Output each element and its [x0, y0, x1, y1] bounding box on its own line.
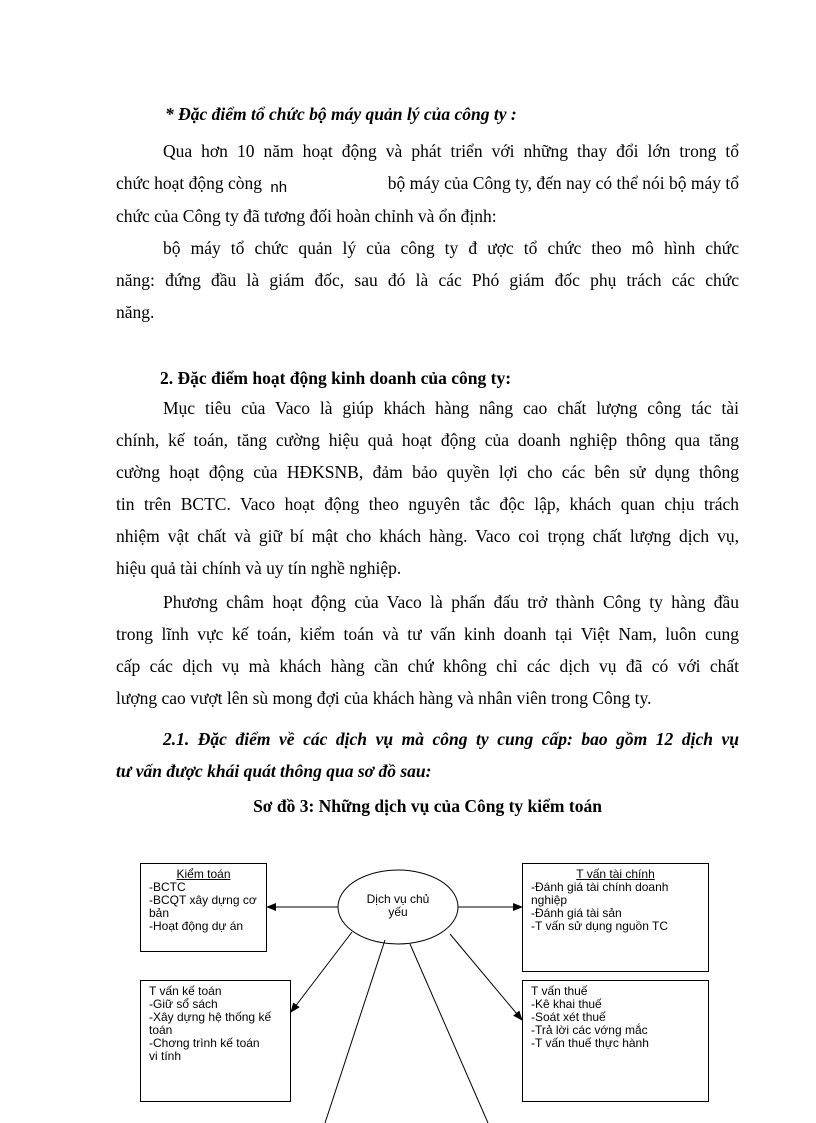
para2-line1: bộ máy tổ chức quản lý của công ty đ ược tổ chức theo mô hình chức [163, 238, 739, 258]
para4-line2: trong lĩnh vực kế toán, kiểm toán và tư vấn kinh doanh tại Việt Nam, luôn cung [116, 624, 739, 644]
box-tax-line: -Soát xét thuế [531, 1010, 606, 1024]
para2-line3: năng. [116, 302, 155, 322]
box-tax-line: T vấn thuế [531, 984, 588, 998]
box-tax-line: -T vấn thuế thực hành [531, 1036, 649, 1050]
para1-line2-fragment: nh [270, 179, 288, 196]
box-tax-line: -Kê khai thuế [531, 997, 602, 1011]
para3-line6: hiệu quả tài chính và uy tín nghề nghiệp. [116, 558, 402, 578]
line-down-left [325, 940, 385, 1123]
box-finance [522, 863, 709, 972]
box-accounting-line: T vấn kế toán [149, 984, 222, 998]
line-down-right [410, 944, 488, 1123]
box-accounting [140, 980, 291, 1102]
center-label-line2: yếu [388, 905, 408, 919]
box-audit-title: Kiểm toán [176, 867, 231, 881]
para1-line2-end: bộ máy của Công ty, đến nay có thể nói bộ máy tổ [387, 173, 739, 193]
box-audit-line: -BCTC [149, 880, 186, 894]
para3-line4: tin trên BCTC. Vaco hoạt động theo nguyên tắc độc lập, khách quan chịu trách [116, 494, 739, 514]
arrow-to-tax [450, 934, 522, 1020]
box-finance-line: -Đánh giá tài sản [531, 906, 622, 920]
para1-line3: chức của Công ty đã tương đối hoàn chỉnh và ổn định: [116, 206, 497, 226]
para1-line1: Qua hơn 10 năm hoạt động và phát triển với những thay đổi lớn trong tổ [163, 141, 739, 161]
box-accounting-line: toán [149, 1023, 173, 1037]
center-label [358, 893, 438, 919]
box-finance-line: -Đánh giá tài chính doanh [531, 880, 669, 894]
box-tax [522, 980, 709, 1102]
para4-line3: cấp các dịch vụ mà khách hàng cần chứ không chỉ các dịch vụ đã có với chất [116, 656, 739, 676]
para4-line1: Phương châm hoạt động của Vaco là phấn đấu trở thành Công ty hàng đầu [163, 592, 739, 612]
para3-line3: cường hoạt động của HĐKSNB, đảm bảo quyền lợi cho các bên sử dụng thông [116, 462, 739, 482]
heading-services-line1: 2.1. Đặc điểm về các dịch vụ mà công ty cung cấp: bao gồm 12 dịch vụ [163, 729, 739, 749]
diagram-title: Sơ đồ 3: Những dịch vụ của Công ty kiểm toán [253, 796, 602, 816]
heading-business-activities: 2. Đặc điểm hoạt động kinh doanh của công ty: [160, 368, 512, 388]
box-finance-line: -T vấn sử dụng nguồn TC [531, 919, 669, 933]
box-finance-line: nghiệp [531, 893, 568, 907]
box-finance-title: T vấn tài chính [576, 867, 655, 881]
para3-line5: nhiệm vật chất và giữ bí mật cho khách hàng. Vaco coi trọng chất lượng dịch vụ, [116, 526, 739, 546]
para3-line2: chính, kế toán, tăng cường hiệu quả hoạt động của doanh nghiệp thông qua tăng [116, 430, 739, 450]
heading-services-line2: tư vấn được khái quát thông qua sơ đồ sau: [116, 761, 432, 781]
para3-line1: Mục tiêu của Vaco là giúp khách hàng nâng cao chất lượng công tác tài [163, 398, 739, 418]
box-accounting-line: -Giữ sổ sách [149, 997, 218, 1011]
box-tax-line: -Trả lời các vớng mắc [531, 1023, 648, 1037]
para2-line2: năng: đứng đầu là giám đốc, sau đó là các Phó giám đốc phụ trách các chức [116, 270, 739, 290]
box-audit-line: -BCQT xây dựng cơ [149, 893, 257, 907]
heading-management-structure: * Đặc điểm tổ chức bộ máy quản lý của công ty : [165, 104, 517, 124]
box-accounting-line: -Xây dựng hệ thống kế [149, 1010, 272, 1024]
box-audit [140, 863, 267, 952]
arrow-to-accounting [291, 932, 352, 1012]
box-accounting-line: vi tính [149, 1049, 182, 1063]
box-accounting-line: -Chơng trình kế toán [149, 1036, 260, 1050]
para4-line4: lượng cao vượt lên sù mong đợi của khách hàng và nhân viên trong Công ty. [116, 688, 652, 708]
box-audit-line: -Hoạt động dự án [149, 919, 244, 933]
center-label-line1: Dịch vụ chủ [366, 892, 430, 906]
box-audit-line: bản [149, 906, 170, 920]
para1-line2-start: chức hoạt động còng [116, 173, 263, 193]
